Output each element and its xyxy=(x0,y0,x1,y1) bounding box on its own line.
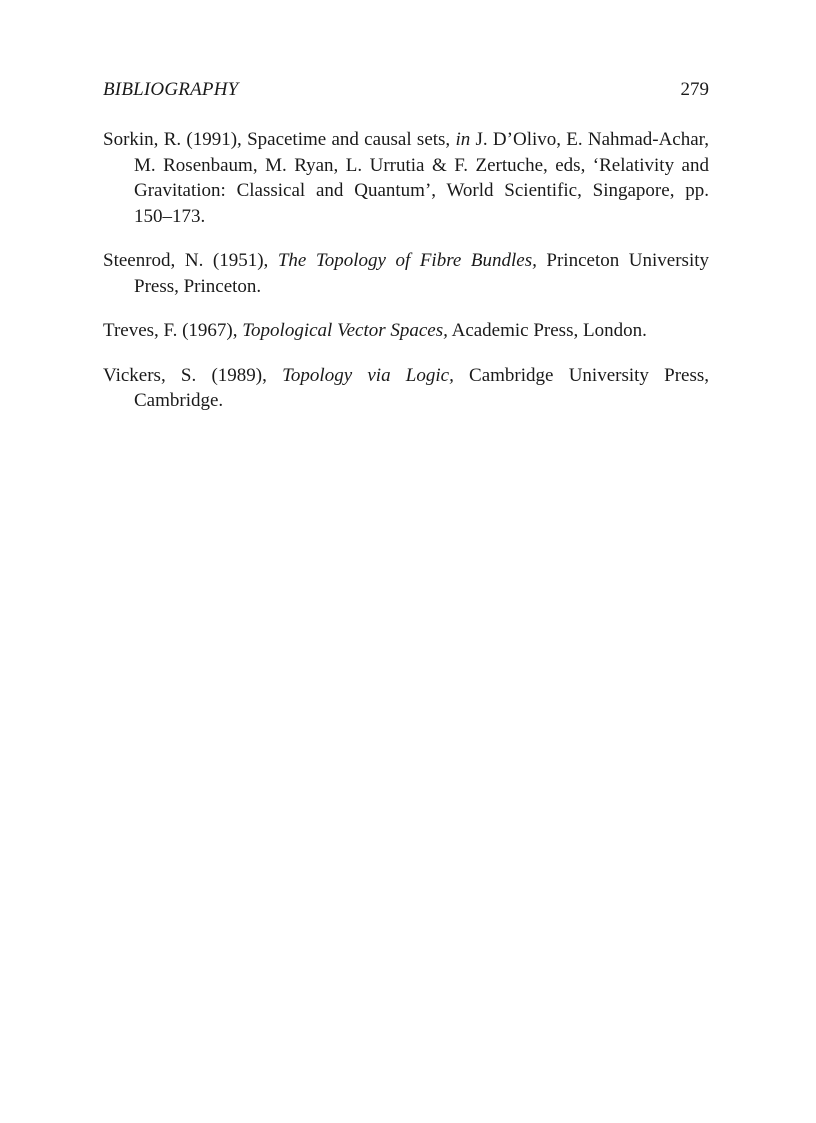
entry-text: Academic Press, London. xyxy=(447,320,647,341)
entry-text: J. D’Olivo, E. Nahmad-Achar, M. Rosenbaum, M. Ryan, L. Urrutia & F. Zertuche, eds, ‘Relativity and Gravitation: Classical and Quantum’, World Scientific, Singapore, pp. 150–173. xyxy=(134,129,709,227)
bibliography-entry-steenrod xyxy=(103,248,709,299)
entry-text: Treves, F. (1967), xyxy=(103,320,243,341)
bibliography-entry-vickers xyxy=(103,363,709,414)
running-title: BIBLIOGRAPHY xyxy=(103,79,239,100)
entry-text: Vickers, S. (1989), xyxy=(103,364,283,386)
bibliography-entry-treves xyxy=(103,318,709,344)
entry-italic: The Topology of Fibre Bundles, xyxy=(277,250,537,271)
entry-text: Sorkin, R. (1991), Spacetime and causal sets, xyxy=(103,129,456,150)
book-page xyxy=(103,0,709,1123)
entry-italic: Topology via Logic, xyxy=(282,364,454,386)
entry-text: Princeton University Press, Princeton. xyxy=(134,250,710,297)
entry-italic: in xyxy=(455,129,471,150)
page-number: 279 xyxy=(680,79,709,100)
entry-text: Steenrod, N. (1951), xyxy=(103,250,278,271)
entry-italic: Topological Vector Spaces, xyxy=(242,320,448,341)
bibliography-entry-sorkin xyxy=(103,127,709,229)
entry-text: Cambridge University Press, Cambridge. xyxy=(134,364,709,411)
bibliography-list xyxy=(103,127,709,433)
running-head xyxy=(103,76,709,104)
